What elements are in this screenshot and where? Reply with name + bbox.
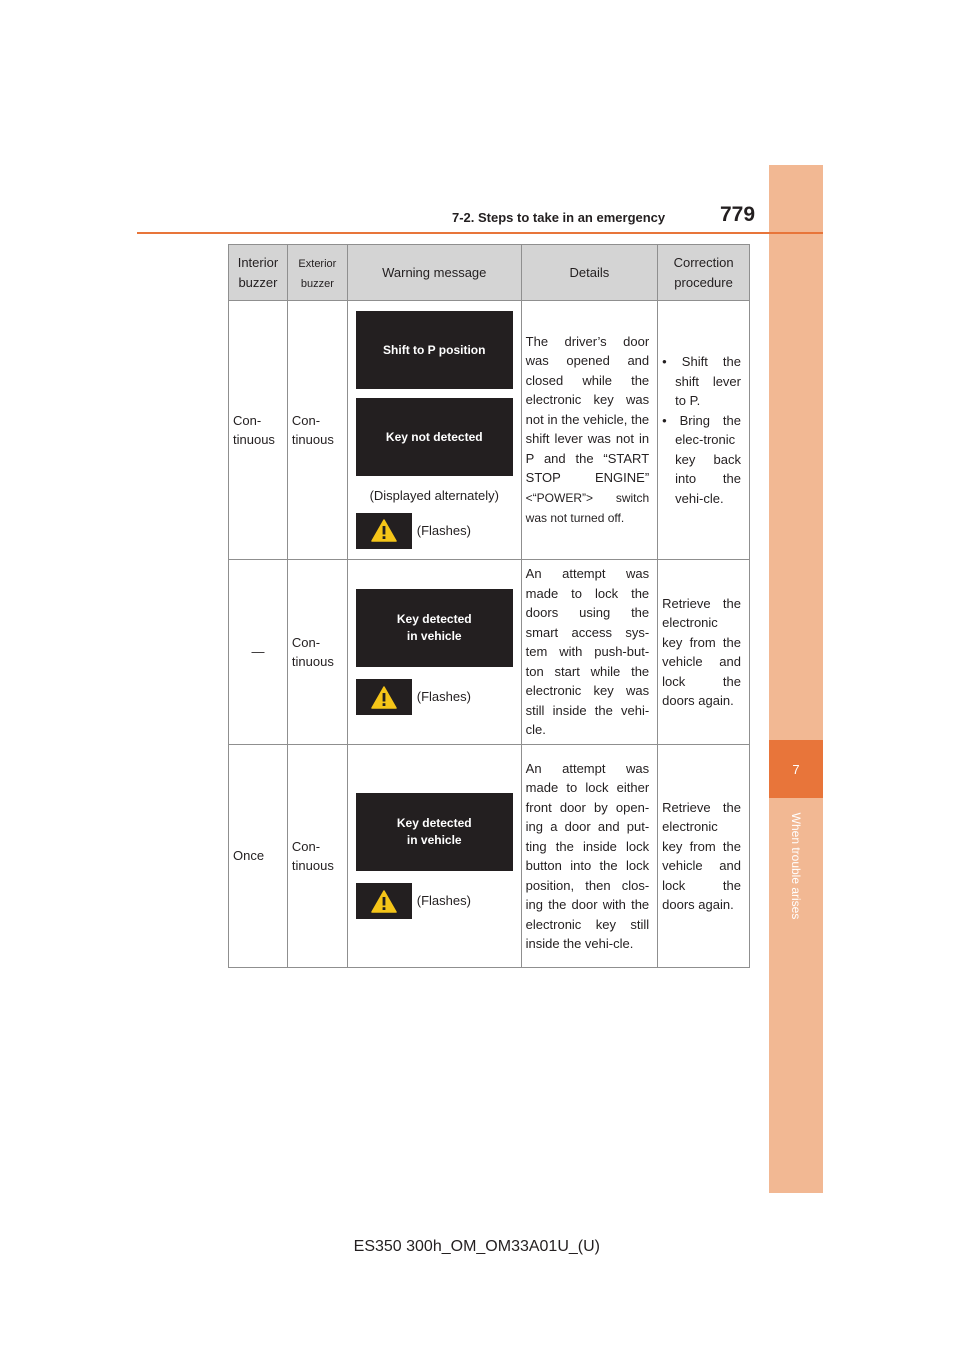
table-row: [229, 301, 750, 560]
correction-cell: [658, 301, 750, 560]
display-screen: Key not detected: [356, 398, 513, 476]
document-code: ES350 300h_OM_OM33A01U_(U): [353, 1238, 600, 1255]
flash-label: (Flashes): [416, 689, 471, 705]
details-cell: An attempt was made to lock the doors using the smart access sys-tem with push-but-ton start while the electronic key was still inside the vehi-cle.: [521, 560, 657, 745]
page-number: 779: [720, 203, 756, 226]
section-title: 7-2. Steps to take in an emergency: [452, 210, 666, 225]
details-cell: An attempt was made to lock either front door by open-ing a door and put-ting the inside lock button into the lock position, then clos-ing the door with the electronic key still inside the vehi-cle.: [521, 745, 657, 968]
warning-message-cell: [347, 301, 521, 560]
display-screen: Key detected in vehicle: [356, 793, 513, 871]
flash-label: (Flashes): [416, 893, 471, 909]
interior-buzzer-cell: Con-tinuous: [229, 301, 288, 560]
chapter-label: When trouble arises: [789, 812, 803, 920]
exterior-buzzer-cell: Con-tinuous: [287, 301, 347, 560]
flash-indicator: [356, 513, 513, 549]
header-warning-message: Warning message: [347, 245, 521, 301]
header-interior-buzzer: Interior buzzer: [229, 245, 288, 301]
correction-step: • Bring the elec-tronic key back into the vehi-cle.: [662, 412, 741, 506]
warning-message-cell: [347, 745, 521, 968]
flash-indicator: [356, 883, 513, 919]
warning-message-cell: [347, 560, 521, 745]
chapter-sidebar: [769, 165, 823, 1193]
warning-table: [228, 244, 750, 968]
header-correction-procedure: Correction procedure: [658, 245, 750, 301]
table-row: [229, 560, 750, 745]
correction-step: • Shift the shift lever to P.: [662, 354, 741, 408]
table-header-row: [229, 245, 750, 301]
display-screen: Key detected in vehicle: [356, 589, 513, 667]
interior-buzzer-cell: —: [229, 560, 288, 745]
display-screen: Shift to P position: [356, 311, 513, 389]
table-row: [229, 745, 750, 968]
interior-buzzer-cell: Once: [229, 745, 288, 968]
header-details: Details: [521, 245, 657, 301]
flash-label: (Flashes): [416, 523, 471, 538]
alternate-note: (Displayed alternately): [369, 488, 499, 504]
header-exterior-buzzer: Exterior buzzer: [287, 245, 347, 301]
correction-cell: Retrieve the electronic key from the vehicle and lock the doors again.: [658, 560, 750, 745]
exterior-buzzer-cell: Con-tinuous: [287, 745, 347, 968]
warning-triangle-icon: [356, 883, 412, 919]
flash-indicator: [356, 679, 513, 715]
details-text-small: <“POWER”> switch was not turned off.: [525, 490, 650, 525]
header-rule: [137, 232, 823, 234]
details-text: The driver’s door was opened and closed while the electronic key was not in the vehicle, the shift lever was not in P and the “START STOP ENGINE”: [525, 333, 650, 485]
correction-cell: Retrieve the electronic key from the vehicle and lock the doors again.: [658, 745, 750, 968]
details-cell: [521, 301, 657, 560]
chapter-number-tab: 7: [769, 740, 823, 798]
warning-triangle-icon: [356, 513, 412, 549]
warning-triangle-icon: [356, 679, 412, 715]
exterior-buzzer-cell: Con-tinuous: [287, 560, 347, 745]
